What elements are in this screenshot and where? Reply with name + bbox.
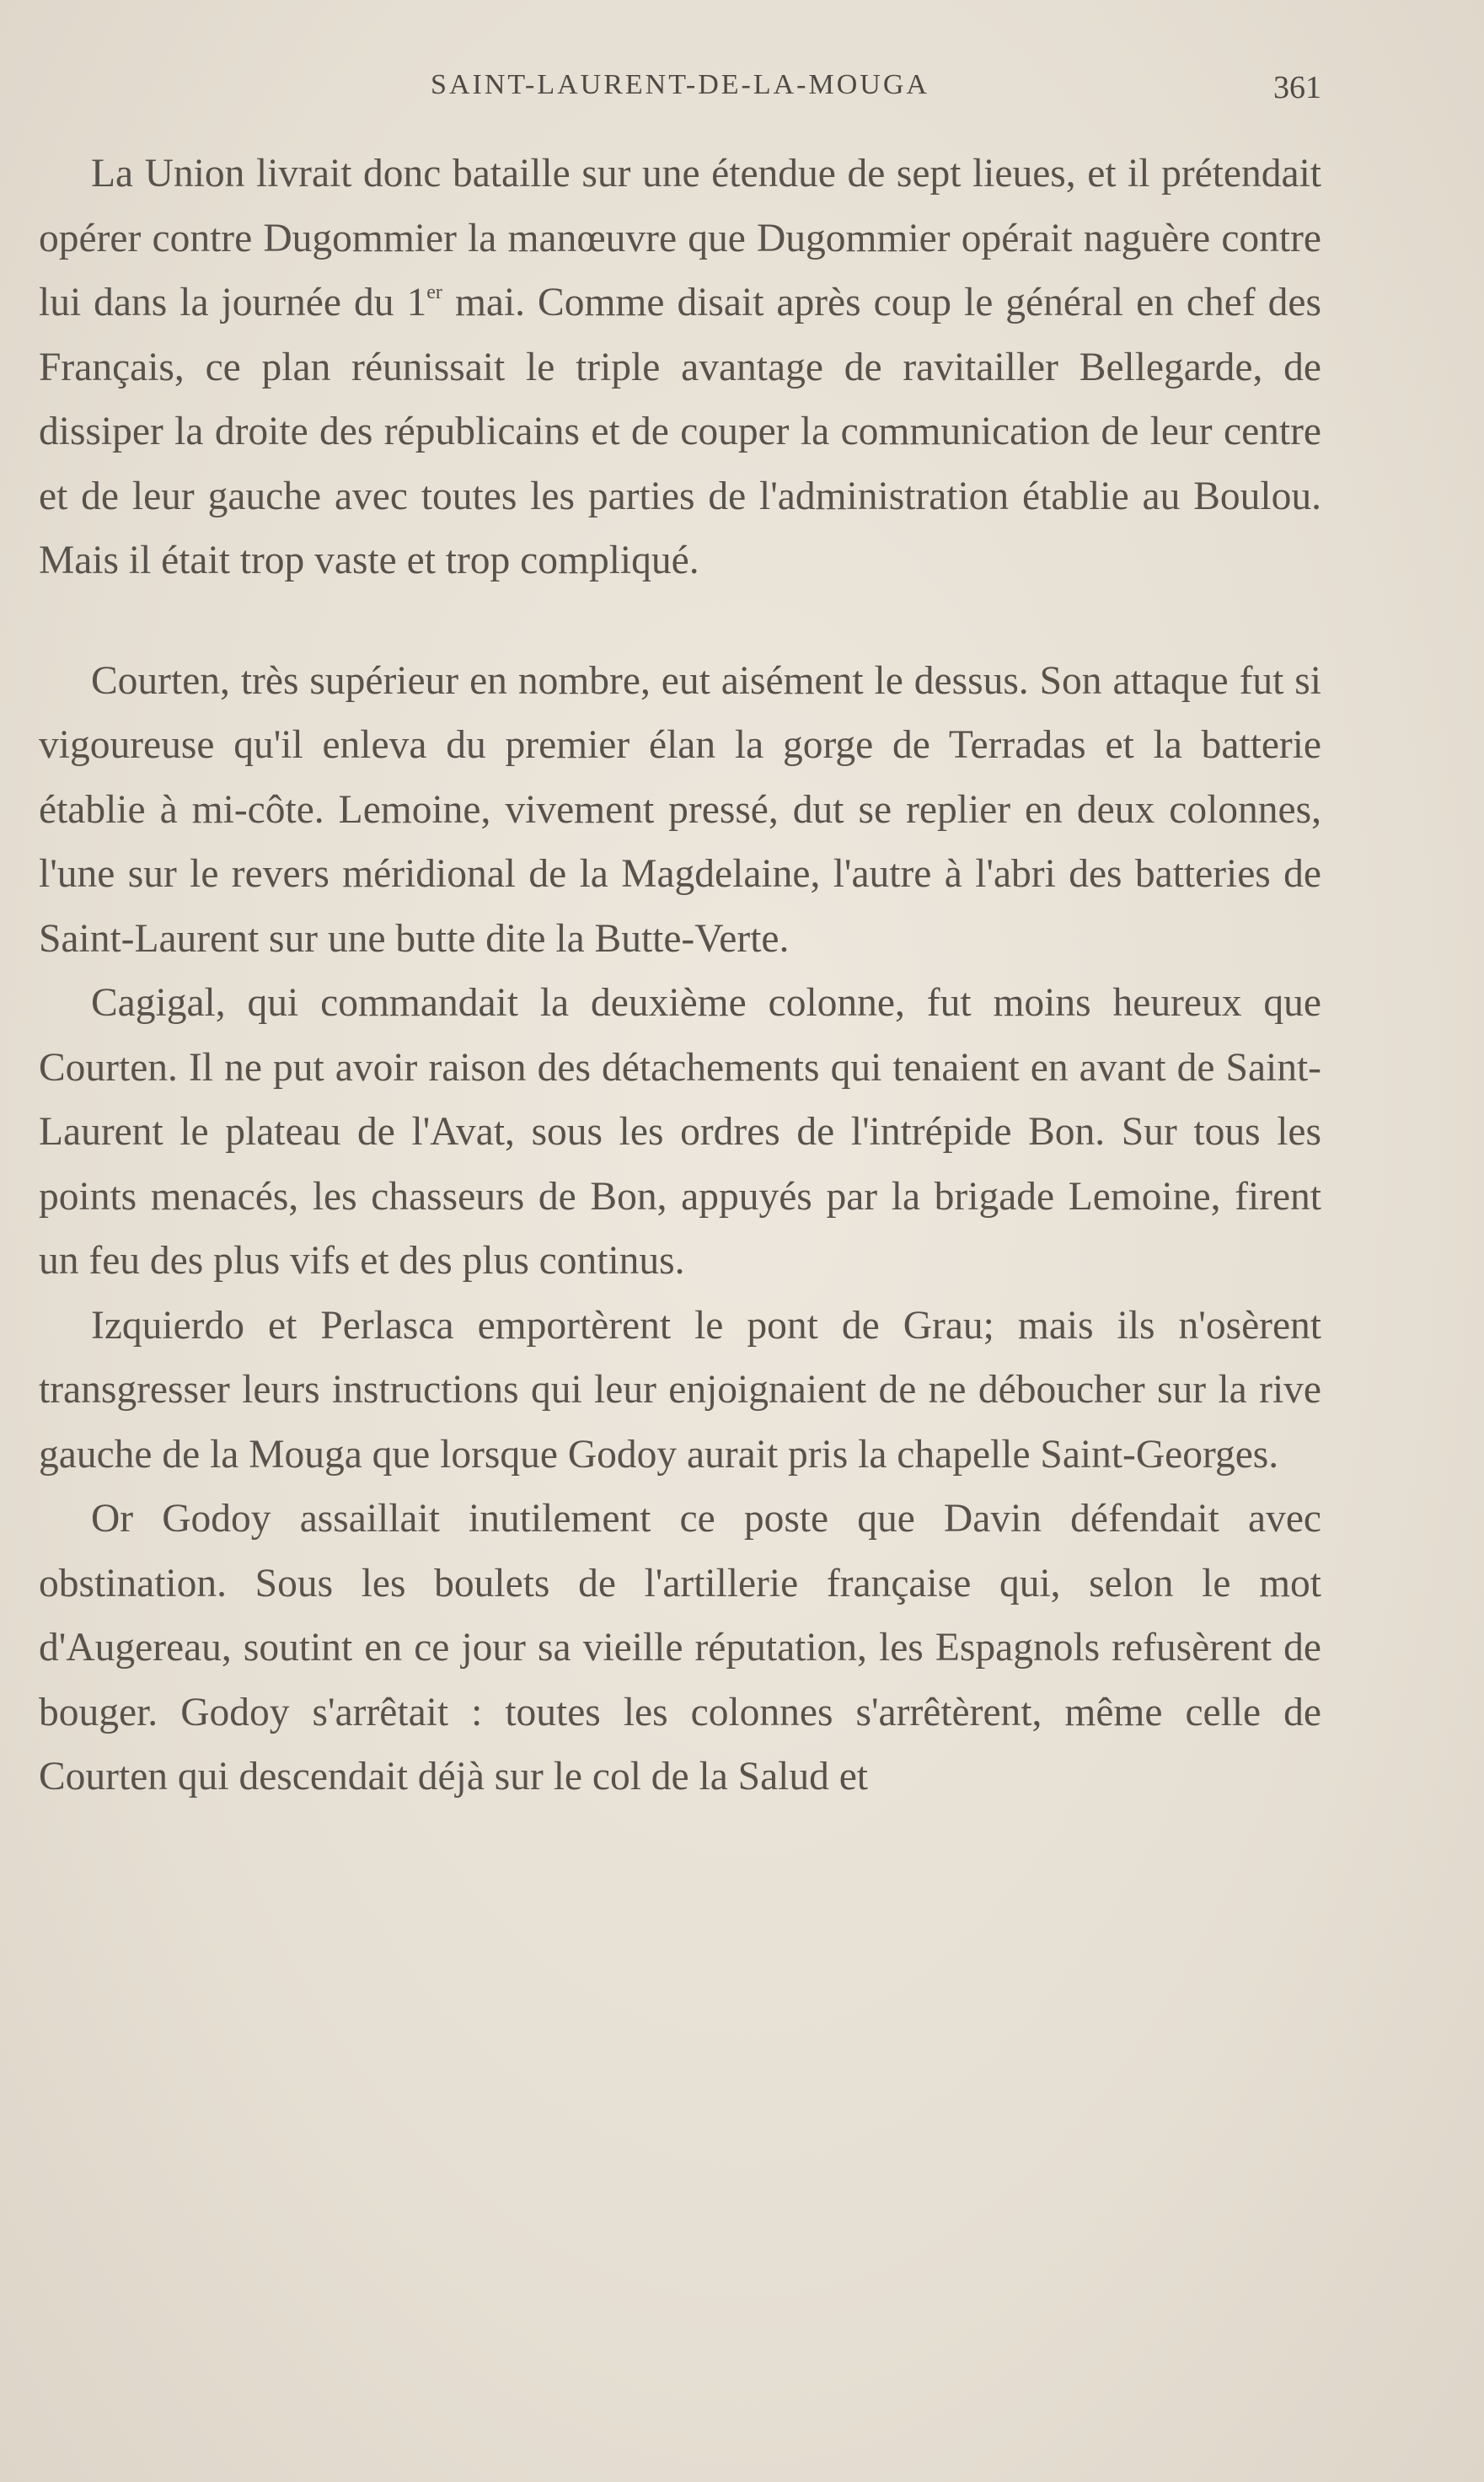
running-title: SAINT-LAURENT-DE-LA-MOUGA	[431, 69, 930, 100]
paragraph-1	[39, 142, 1321, 593]
page-header	[39, 69, 1321, 111]
paragraph-1-end: mai. Comme disait après coup le général en chef des Français, ce plan réunissait le triple avantage de ravitailler Bellegarde, de dissiper la droite des républicains et de couper la communication de leur centre et de leur gauche avec toutes les parties de l'administration établie au Boulou. Mais il était trop vaste et trop compliqué.	[39, 281, 1321, 582]
page-number: 361	[1273, 70, 1321, 105]
paragraph-5: Or Godoy assaillait inutilement ce poste que Davin défendait avec obstination. Sous les boulets de l'artillerie française qui, selon le mot d'Augereau, soutint en ce jour sa vieille réputation, les Espagnols refusèrent de bouger. Godoy s'arrêtait : toutes les colonnes s'arrêtèrent, même celle de Courten qui descendait déjà sur le col de la Salud et	[39, 1497, 1321, 1799]
paragraph-2: Courten, très supérieur en nombre, eut aisément le dessus. Son attaque fut si vigoureuse qu'il enleva du premier élan la gorge de Terradas et la batterie établie à mi-côte. Lemoine, vivement pressé, dut se replier en deux colonnes, l'une sur le revers méridional de la Magdelaine, l'autre à l'abri des batteries de Saint-Laurent sur une butte dite la Butte-Verte.	[39, 658, 1321, 961]
ordinal-superscript: er	[426, 281, 442, 303]
body-text	[39, 142, 1321, 1809]
paragraph-3: Cagigal, qui commandait la deuxième colonne, fut moins heureux que Courten. Il ne put avoir raison des détachements qui tenaient en avant de Saint-Laurent le plateau de l'Avat, sous les ordres de l'intrépide Bon. Sur tous les points menacés, les chasseurs de Bon, appuyés par la brigade Lemoine, firent un feu des plus vifs et des plus continus.	[39, 981, 1321, 1283]
paragraph-4: Izquierdo et Perlasca emportèrent le pont de Grau; mais ils n'osèrent transgresser leurs instructions qui leur enjoignaient de ne déboucher sur la rive gauche de la Mouga que lorsque Godoy aurait pris la chapelle Saint-Georges.	[39, 1303, 1321, 1477]
paragraph-1-start: La Union livrait donc bataille sur une étendue de sept lieues, et il prétendait opérer contre Dugommier la manœuvre que Dugommier opérait naguère contre lui dans la journée du 1	[39, 152, 1321, 324]
